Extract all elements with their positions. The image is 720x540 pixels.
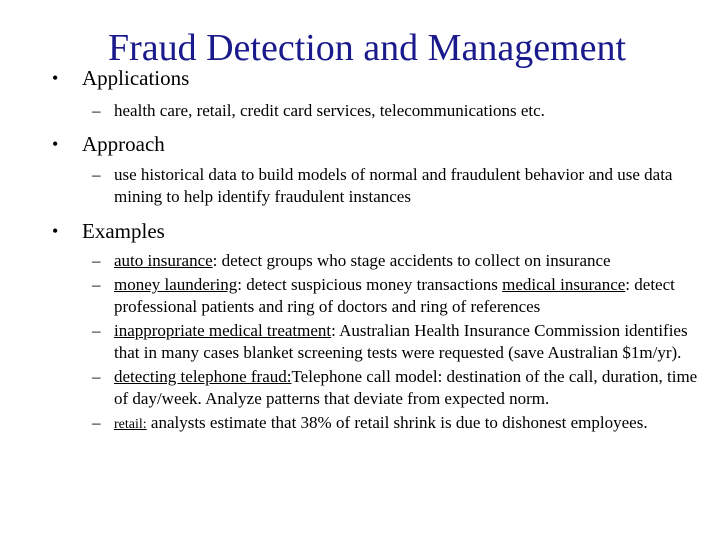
sub-item-text: health care, retail, credit card services, telecommunications etc. bbox=[114, 101, 545, 120]
sub-item bbox=[92, 274, 714, 318]
example-text: : detect groups who stage accidents to collect on insurance bbox=[212, 251, 611, 270]
sub-item-text bbox=[114, 320, 714, 364]
sub-item bbox=[92, 412, 714, 436]
sub-item-text: use historical data to build models of normal and fraudulent behavior and use data mining to help identify fraudulent instances bbox=[114, 165, 673, 206]
sub-item bbox=[92, 164, 714, 208]
example-text: : detect suspicious money transactions bbox=[237, 275, 503, 294]
bullet-approach bbox=[52, 132, 714, 156]
slide-title: Fraud Detection and Management bbox=[107, 27, 627, 69]
sub-item bbox=[92, 100, 714, 122]
bullet-examples bbox=[52, 219, 714, 243]
bullet-label: Applications bbox=[82, 66, 190, 90]
sub-item bbox=[92, 250, 714, 272]
bullet-applications bbox=[52, 66, 714, 90]
bullet-icon: • bbox=[52, 221, 59, 241]
approach-subitems bbox=[92, 164, 714, 210]
sub-item bbox=[92, 366, 714, 410]
example-term: detecting telephone fraud: bbox=[114, 367, 292, 386]
example-text: : detect professional patients and ring of doctors and ring of references bbox=[114, 275, 675, 316]
dash-icon: – bbox=[92, 367, 101, 386]
bullet-icon: • bbox=[52, 68, 59, 88]
example-term: auto insurance bbox=[114, 251, 213, 270]
bullet-label: Approach bbox=[82, 132, 165, 156]
bullet-label: Examples bbox=[82, 219, 165, 243]
examples-subitems bbox=[92, 250, 714, 438]
dash-icon: – bbox=[92, 413, 101, 432]
dash-icon: – bbox=[92, 251, 101, 270]
sub-item-text bbox=[114, 274, 714, 318]
sub-item-text bbox=[114, 250, 714, 272]
sub-item-text bbox=[114, 366, 714, 410]
example-term: retail: bbox=[114, 417, 147, 432]
dash-icon: – bbox=[92, 321, 101, 340]
example-text: Telephone call model: destination of the call, duration, time of day/week. Analyze patterns that deviate from expected norm. bbox=[114, 367, 698, 408]
example-term: medical insurance bbox=[502, 275, 626, 294]
bullet-icon: • bbox=[52, 134, 59, 154]
dash-icon: – bbox=[92, 275, 101, 294]
example-term: money laundering bbox=[114, 275, 238, 294]
dash-icon: – bbox=[92, 101, 101, 120]
example-text: analysts estimate that 38% of retail shrink is due to dishonest employees. bbox=[146, 413, 648, 432]
sub-item bbox=[92, 320, 714, 364]
sub-item-text bbox=[114, 412, 714, 436]
example-term: inappropriate medical treatment bbox=[114, 321, 332, 340]
example-text: : Australian Health Insurance Commission identifies that in many cases blanket screening tests were requested (save Australian $1m/yr). bbox=[114, 321, 688, 362]
applications-subitems bbox=[92, 100, 714, 124]
dash-icon: – bbox=[92, 165, 101, 184]
